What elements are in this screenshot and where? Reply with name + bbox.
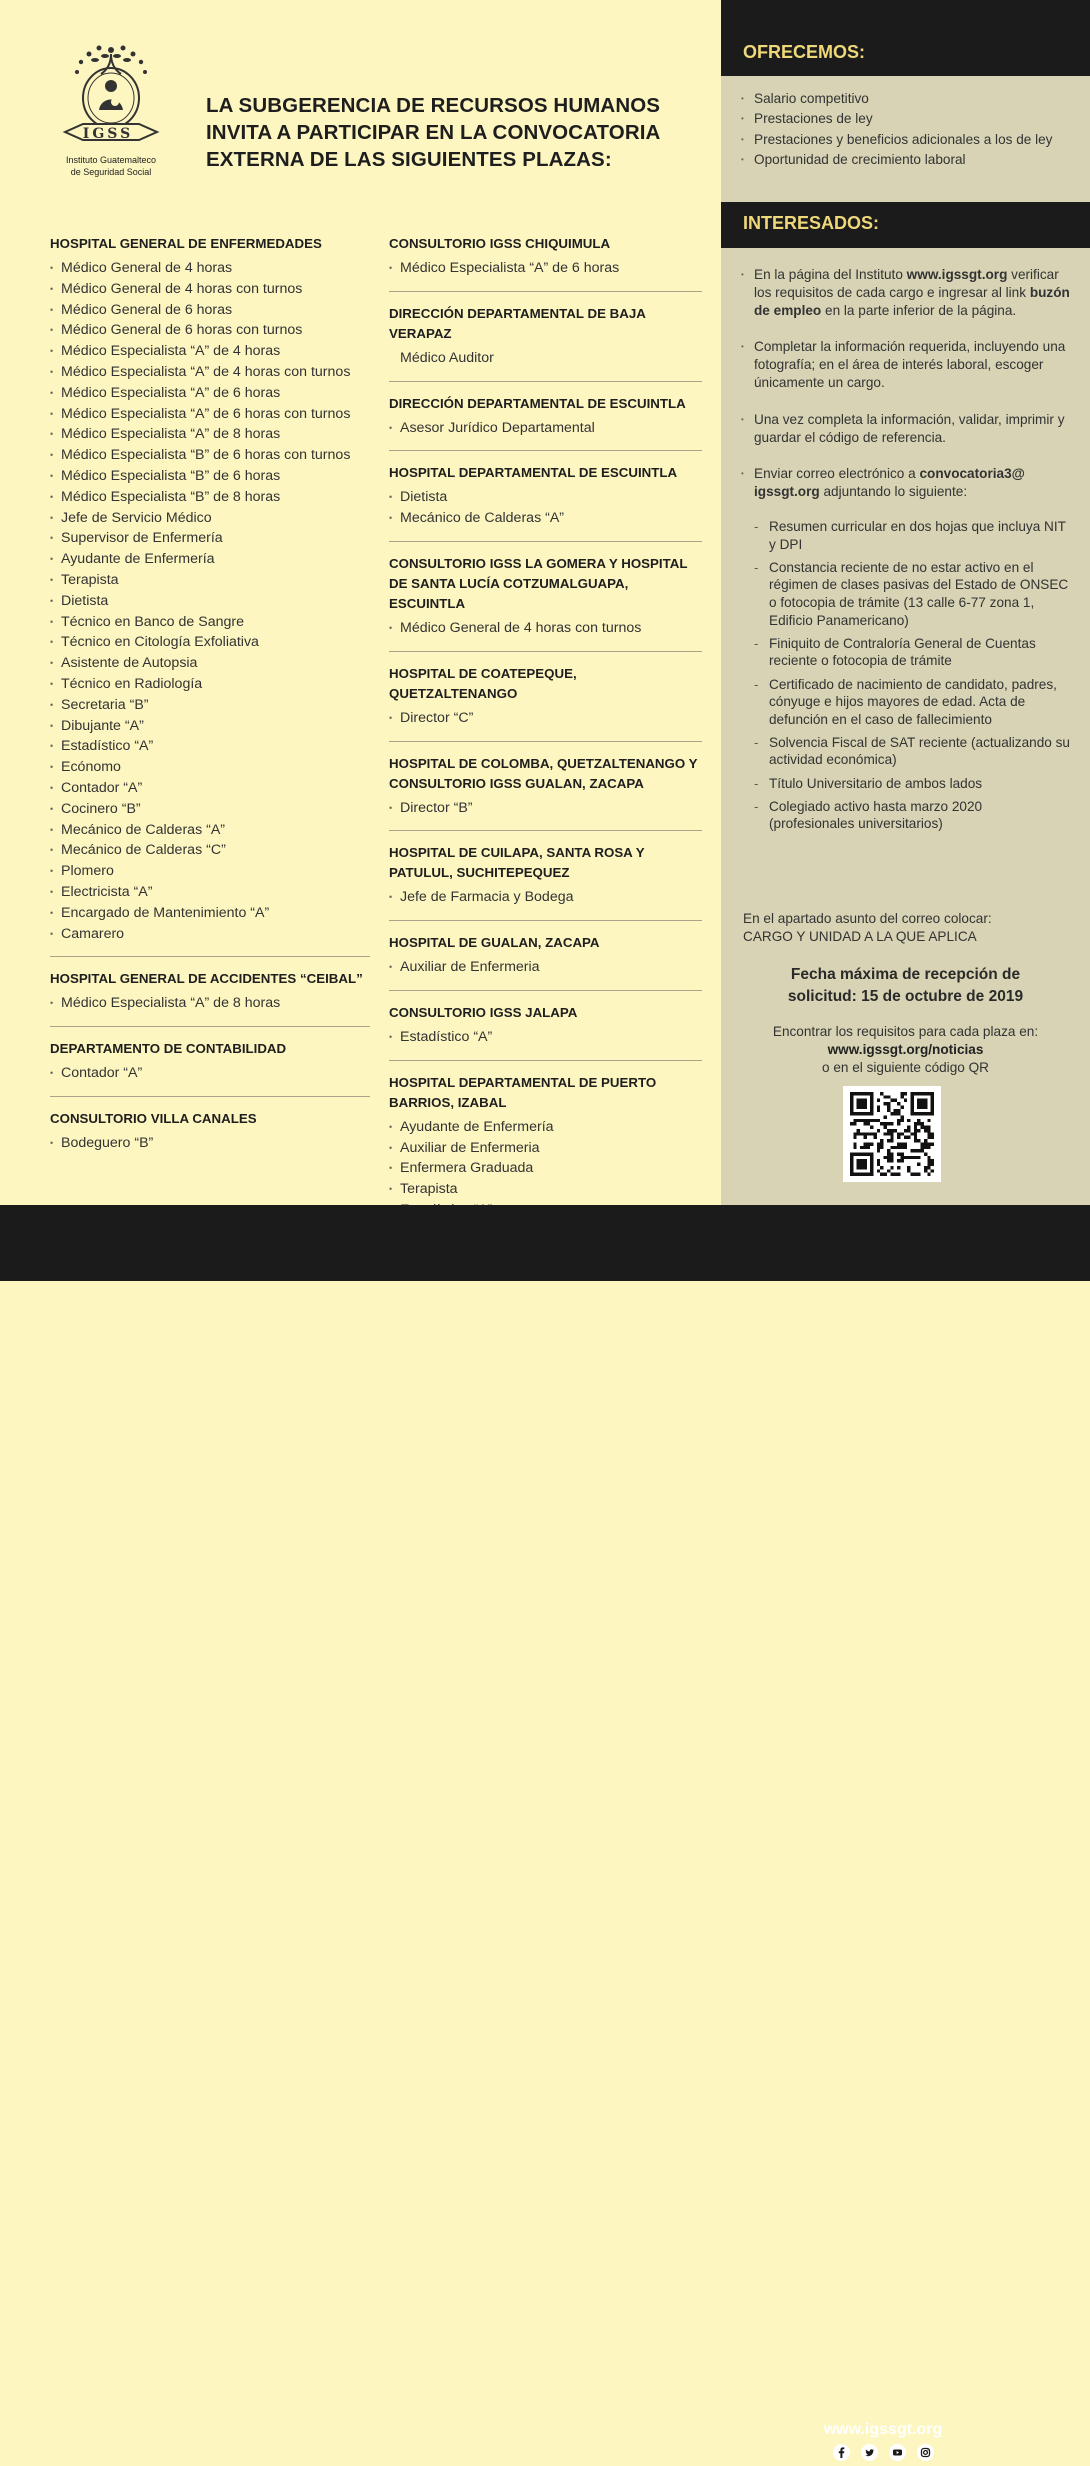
step-2: • Completar la información requerida, incluyendo una fotografía; en el área de interés laboral, escoger únicamente un cargo. xyxy=(741,338,1071,391)
section-hospital-de-colomba-quetzaltenango-y-con xyxy=(389,754,702,832)
section-consultorio-igss-chiquimula xyxy=(389,234,702,292)
position-list xyxy=(50,258,370,944)
section-consultorio-villa-canales xyxy=(50,1109,370,1166)
position-item: • Asesor Jurídico Departamental xyxy=(389,418,702,439)
position-list xyxy=(50,1133,370,1154)
igss-logo xyxy=(52,40,170,178)
step-1-text-c: en la parte inferior de la página. xyxy=(821,302,1017,318)
position-item: • Médico General de 6 horas con turnos xyxy=(50,320,370,341)
position-item: • Encargado de Mantenimiento “A” xyxy=(50,903,370,924)
qr-code-icon xyxy=(849,1092,935,1176)
position-item: • Dietista xyxy=(389,487,702,508)
position-item: • Jefe de Farmacia y Bodega xyxy=(389,887,702,908)
step-4-text-b: adjuntando lo siguiente: xyxy=(819,484,968,500)
section-title: HOSPITAL DEPARTAMENTAL DE ESCUINTLA xyxy=(389,465,678,481)
position-item: • Técnico en Radiología xyxy=(50,674,370,695)
position-item: • Mecánico de Calderas “A” xyxy=(389,508,702,529)
positions-column-2 xyxy=(389,234,702,1266)
headline: LA SUBGERENCIA DE RECURSOS HUMANOS INVITA A PARTICIPAR EN LA CONVOCATORIA EXTERNA DE LAS SIGUIENTES PLAZAS: xyxy=(206,94,661,171)
position-item: • Estadístico “A” xyxy=(50,736,370,757)
position-list xyxy=(389,798,702,819)
position-item: • Electricista “A” xyxy=(50,882,370,903)
requirements-url-link[interactable]: www.igssgt.org/noticias xyxy=(827,1042,984,1057)
section-title: HOSPITAL GENERAL DE ACCIDENTES “CEIBAL” xyxy=(50,971,363,987)
position-item: • Dibujante “A” xyxy=(50,716,370,737)
section-title: CONSULTORIO IGSS CHIQUIMULA xyxy=(389,236,611,251)
position-item: • Jefe de Servicio Médico xyxy=(50,508,370,529)
position-list xyxy=(389,1027,702,1048)
position-item: • Médico Especialista “A” de 8 horas xyxy=(50,424,370,445)
position-item: • Director “C” xyxy=(389,708,702,729)
section-hospital-de-cuilapa-santa-rosa-y-patulul xyxy=(389,843,702,921)
interested-heading: INTERESADOS: xyxy=(721,202,1090,248)
section-consultorio-igss-la-gomera-y-hospital-de xyxy=(389,554,702,652)
position-item: • Técnico en Banco de Sangre xyxy=(50,612,370,633)
offer-item: • Salario competitivo xyxy=(741,90,1071,108)
position-item: • Médico Especialista “A” de 4 horas xyxy=(50,341,370,362)
position-item: • Enfermera Graduada xyxy=(389,1158,702,1179)
position-item: • Médico General de 4 horas con turnos xyxy=(50,279,370,300)
social-links xyxy=(833,2444,934,2461)
position-item: Médico Auditor xyxy=(400,349,494,366)
interested-steps xyxy=(741,266,1071,852)
logo-brand: IGSS xyxy=(82,126,134,142)
section-title: HOSPITAL DE GUALAN, ZACAPA xyxy=(389,935,600,951)
position-item: • Médico Especialista “B” de 6 horas con turnos xyxy=(50,445,370,466)
position-list xyxy=(389,348,702,369)
attachment-item: - Título Universitario de ambos lados xyxy=(754,775,1071,793)
position-item: • Ayudante de Enfermería xyxy=(50,549,370,570)
position-item: • Médico Especialista “B” de 6 horas xyxy=(50,466,370,487)
position-item: • Auxiliar de Enfermeria xyxy=(389,1138,702,1159)
section-title: DEPARTAMENTO DE CONTABILIDAD xyxy=(50,1041,287,1057)
position-item: • Cocinero “B” xyxy=(50,799,370,820)
attachment-item: - Certificado de nacimiento de candidato, padres, cónyuge e hijos mayores de edad. Acta de defunción en el caso de fallecimiento xyxy=(754,676,1071,729)
position-item: • Técnico en Citología Exfoliativa xyxy=(50,632,370,653)
step-4-text-a: Enviar correo electrónico a xyxy=(754,466,920,482)
attachment-item: - Finiquito de Contraloría General de Cuentas reciente o fotocopia de trámite xyxy=(754,635,1071,670)
position-item: • Contador “A” xyxy=(50,1063,370,1084)
section-departamento-de-contabilidad xyxy=(50,1039,370,1097)
step-1-text-b: verificar los requisitos de cada cargo e ingresar al link xyxy=(754,267,1059,300)
position-list xyxy=(389,887,702,908)
position-item: • Médico Especialista “A” de 6 horas xyxy=(50,383,370,404)
footer-site-link[interactable]: www.igssgt.org xyxy=(823,2421,943,2438)
section-title: HOSPITAL DE COLOMBA, QUETZALTENANGO Y CONSULTORIO IGSS GUALAN, ZACAPA xyxy=(389,755,698,791)
offer-list xyxy=(741,90,1071,171)
step-4 xyxy=(741,465,1071,833)
position-item: • Médico General de 6 horas xyxy=(50,300,370,321)
position-item: • Mecánico de Calderas “A” xyxy=(50,820,370,841)
attachment-item: - Solvencia Fiscal de SAT reciente (actualizando su actividad económica) xyxy=(754,734,1071,769)
position-item: • Plomero xyxy=(50,861,370,882)
section-title: DIRECCIÓN DEPARTAMENTAL DE ESCUINTLA xyxy=(389,395,686,411)
section-title: HOSPITAL GENERAL DE ENFERMEDADES xyxy=(50,236,322,251)
position-list xyxy=(50,1063,370,1084)
position-item: • Terapista xyxy=(50,570,370,591)
position-item: • Supervisor de Enfermería xyxy=(50,528,370,549)
section-hospital-general-de-accidentes-ceibal xyxy=(50,969,370,1027)
position-item: • Ecónomo xyxy=(50,757,370,778)
attachment-item: - Constancia reciente de no estar activo en el régimen de clases pasivas del Estado de ONSEC o fotocopia de trámite (13 calle 6-77 zona 1, Edificio Panamericano) xyxy=(754,559,1071,629)
left-panel xyxy=(0,0,721,1205)
youtube-icon[interactable] xyxy=(889,2444,906,2461)
section-consultorio-igss-jalapa xyxy=(389,1003,702,1061)
footer xyxy=(0,1205,1090,2438)
position-list xyxy=(389,258,702,279)
right-panel xyxy=(721,0,1090,1205)
offer-heading: OFRECEMOS: xyxy=(721,0,1090,76)
position-list xyxy=(389,618,702,639)
position-item: • Médico Especialista “B” de 8 horas xyxy=(50,487,370,508)
position-item: • Bodeguero “B” xyxy=(50,1133,370,1154)
position-list xyxy=(389,418,702,439)
step-1-job-link[interactable]: buzón de empleo xyxy=(754,284,1070,318)
section-hospital-general-de-enfermedades xyxy=(50,234,370,957)
requirements-line-3: o en el siguiente código QR xyxy=(821,1060,989,1075)
logo-caption-line2: de Seguridad Social xyxy=(70,167,152,177)
section-direccion-departamental-de-escuintla xyxy=(389,394,702,452)
position-list xyxy=(389,487,702,529)
section-title: CONSULTORIO VILLA CANALES xyxy=(50,1110,257,1126)
section-direccion-departamental-de-baja-verapaz xyxy=(389,304,702,382)
step-3: • Una vez completa la información, validar, imprimir y guardar el código de referencia. xyxy=(741,411,1071,447)
deadline-line-1: Fecha máxima de recepción de xyxy=(790,966,1021,983)
section-title: HOSPITAL DE CUILAPA, SANTA ROSA Y PATULUL, SUCHITEPEQUEZ xyxy=(389,845,645,881)
position-list xyxy=(389,708,702,729)
position-list xyxy=(389,957,702,978)
position-item: • Contador “A” xyxy=(50,778,370,799)
position-item: • Estadístico “A” xyxy=(389,1027,702,1048)
step-4-email-link[interactable]: convocatoria3@ igssgt.org xyxy=(754,466,1025,500)
position-item: • Camarero xyxy=(50,924,370,945)
position-item: • Asistente de Autopsia xyxy=(50,653,370,674)
section-hospital-departamental-de-escuintla xyxy=(389,463,702,542)
offer-item: • Oportunidad de crecimiento laboral xyxy=(741,151,1071,169)
position-list xyxy=(50,993,370,1014)
position-item: • Dietista xyxy=(50,591,370,612)
section-hospital-de-gualan-zacapa xyxy=(389,933,702,991)
position-item: • Director “B” xyxy=(389,798,702,819)
position-item: • Secretaria “B” xyxy=(50,695,370,716)
attachments-list xyxy=(754,518,1071,833)
position-item: • Ayudante de Enfermería xyxy=(389,1117,702,1138)
position-item: • Terapista xyxy=(389,1179,702,1200)
section-hospital-de-coatepeque-quetzaltenango xyxy=(389,664,702,742)
qr-code[interactable] xyxy=(843,1086,941,1182)
position-item: • Mecánico de Calderas “C” xyxy=(50,840,370,861)
subject-line-1: En el apartado asunto del correo colocar: xyxy=(743,911,992,926)
offer-item: • Prestaciones y beneficios adicionales a los de ley xyxy=(741,131,1071,149)
subject-instructions xyxy=(743,910,1073,946)
section-title: HOSPITAL DEPARTAMENTAL DE PUERTO BARRIOS, IZABAL xyxy=(389,1074,657,1110)
position-item: • Médico Especialista “A” de 6 horas xyxy=(389,258,702,279)
logo-caption-line1: Instituto Guatemalteco xyxy=(65,155,157,165)
step-1 xyxy=(741,266,1071,319)
twitter-icon[interactable] xyxy=(861,2444,878,2461)
step-1-text-a: En la página del Instituto xyxy=(754,267,907,282)
position-item: • Médico General de 4 horas xyxy=(50,258,370,279)
subject-line-2: CARGO Y UNIDAD A LA QUE APLICA xyxy=(743,928,977,944)
position-item: • Médico Especialista “A” de 8 horas xyxy=(50,993,370,1014)
section-title: CONSULTORIO IGSS LA GOMERA Y HOSPITAL DE SANTA LUCÍA COTZUMALGUAPA, ESCUINTLA xyxy=(389,555,688,611)
instagram-icon[interactable] xyxy=(917,2444,934,2461)
deadline-line-2: solicitud: 15 de octubre de 2019 xyxy=(787,988,1024,1005)
section-title: DIRECCIÓN DEPARTAMENTAL DE BAJA VERAPAZ xyxy=(389,305,646,341)
position-item: • Médico Especialista “A” de 6 horas con turnos xyxy=(50,404,370,425)
requirements-line-1: Encontrar los requisitos para cada plaza en: xyxy=(772,1024,1039,1039)
step-1-site-link[interactable]: www.igssgt.org xyxy=(906,267,1008,282)
attachment-item: - Resumen curricular en dos hojas que incluya NIT y DPI xyxy=(754,518,1071,553)
section-title: CONSULTORIO IGSS JALAPA xyxy=(389,1004,578,1020)
position-item: • Médico Especialista “A” de 4 horas con turnos xyxy=(50,362,370,383)
positions-column-1 xyxy=(50,234,370,1178)
facebook-icon[interactable] xyxy=(833,2444,850,2461)
offer-item: • Prestaciones de ley xyxy=(741,110,1071,128)
deadline xyxy=(721,964,1090,1008)
logo-caption xyxy=(52,154,170,178)
attachment-item: - Colegiado activo hasta marzo 2020 (profesionales universitarios) xyxy=(754,798,1071,833)
position-item: • Auxiliar de Enfermeria xyxy=(389,957,702,978)
section-title: HOSPITAL DE COATEPEQUE, QUETZALTENANGO xyxy=(389,665,577,701)
position-item: • Médico General de 4 horas con turnos xyxy=(389,618,702,639)
requirements-info xyxy=(721,1023,1090,1077)
